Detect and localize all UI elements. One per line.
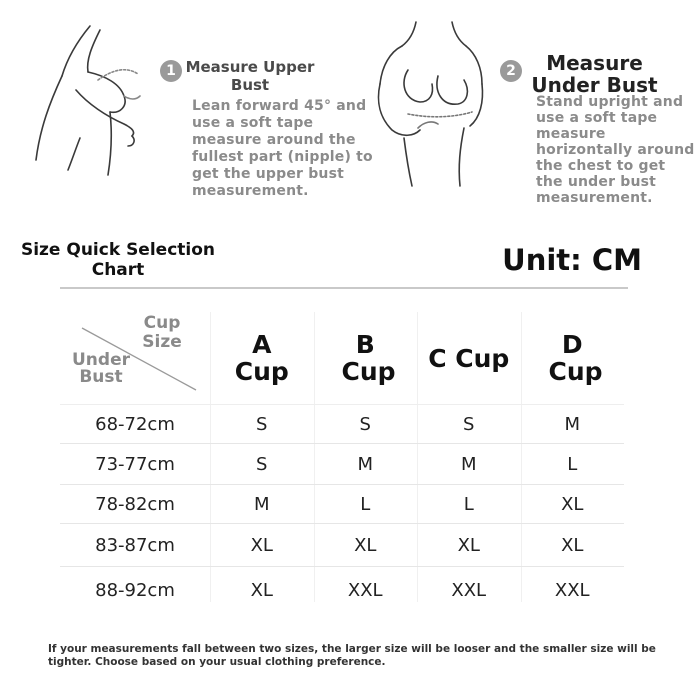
header-divider bbox=[60, 287, 628, 289]
upper-bust-illustration bbox=[28, 20, 158, 180]
column-header-c-cup: C Cup bbox=[428, 343, 510, 373]
size-cell: S bbox=[256, 413, 268, 435]
table-row bbox=[60, 485, 624, 524]
step-1-description: Lean forward 45° and use a soft tape measure around the fullest part (nipple) to get the upper bust measurement. bbox=[192, 98, 373, 199]
size-cell: M bbox=[357, 453, 374, 475]
column-header-a-cup: A Cup bbox=[234, 330, 289, 386]
size-cell: XXL bbox=[451, 579, 487, 601]
sizing-footnote: If your measurements fall between two sizes, the larger size will be looser and the smaller size will be tighter. Choose based on your usual clothing preference. bbox=[48, 643, 656, 668]
size-cell: M bbox=[564, 413, 581, 435]
chart-title: Size Quick Selection Chart bbox=[20, 240, 216, 280]
size-cell: S bbox=[256, 453, 268, 475]
size-cell: XL bbox=[250, 579, 273, 601]
size-cell: S bbox=[359, 413, 371, 435]
size-cell: L bbox=[567, 453, 578, 475]
corner-cup-size-label: Cup Size bbox=[142, 313, 182, 352]
table-header-row bbox=[60, 312, 624, 405]
size-cell: XXL bbox=[347, 579, 383, 601]
size-cell: M bbox=[253, 493, 270, 515]
table-corner-cell bbox=[60, 312, 210, 404]
size-cell: XL bbox=[250, 534, 273, 556]
corner-under-bust-label: Under Bust bbox=[72, 350, 130, 387]
unit-label: Unit: CM bbox=[502, 243, 642, 277]
under-bust-range: 73-77cm bbox=[95, 453, 175, 475]
step-2-description: Stand upright and use a soft tape measure horizontally around the chest to get the under bust measurement. bbox=[536, 94, 695, 206]
column-header-b-cup: B Cup bbox=[341, 330, 396, 386]
step-2-title: Measure Under Bust bbox=[531, 51, 658, 97]
size-cell: M bbox=[460, 453, 477, 475]
step-2-number-badge: 2 bbox=[500, 60, 522, 82]
size-cell: XL bbox=[561, 534, 584, 556]
under-bust-range: 68-72cm bbox=[95, 413, 175, 435]
table-row bbox=[60, 524, 624, 567]
size-cell: L bbox=[463, 493, 474, 515]
step-1-number-badge: 1 bbox=[160, 60, 182, 82]
table-row bbox=[60, 567, 624, 613]
size-cell: S bbox=[463, 413, 475, 435]
size-cell: XL bbox=[354, 534, 377, 556]
under-bust-range: 88-92cm bbox=[95, 579, 175, 601]
under-bust-range: 78-82cm bbox=[95, 493, 175, 515]
table-row bbox=[60, 444, 624, 485]
size-cell: XL bbox=[457, 534, 480, 556]
under-bust-illustration bbox=[368, 18, 498, 188]
size-cell: XL bbox=[561, 493, 584, 515]
size-cell: XXL bbox=[554, 579, 590, 601]
size-cell: L bbox=[360, 493, 371, 515]
step-1-title: Measure Upper Bust bbox=[185, 58, 315, 94]
table-row bbox=[60, 405, 624, 444]
under-bust-range: 83-87cm bbox=[95, 534, 175, 556]
size-table bbox=[60, 312, 624, 613]
column-header-d-cup: D Cup bbox=[548, 330, 603, 386]
